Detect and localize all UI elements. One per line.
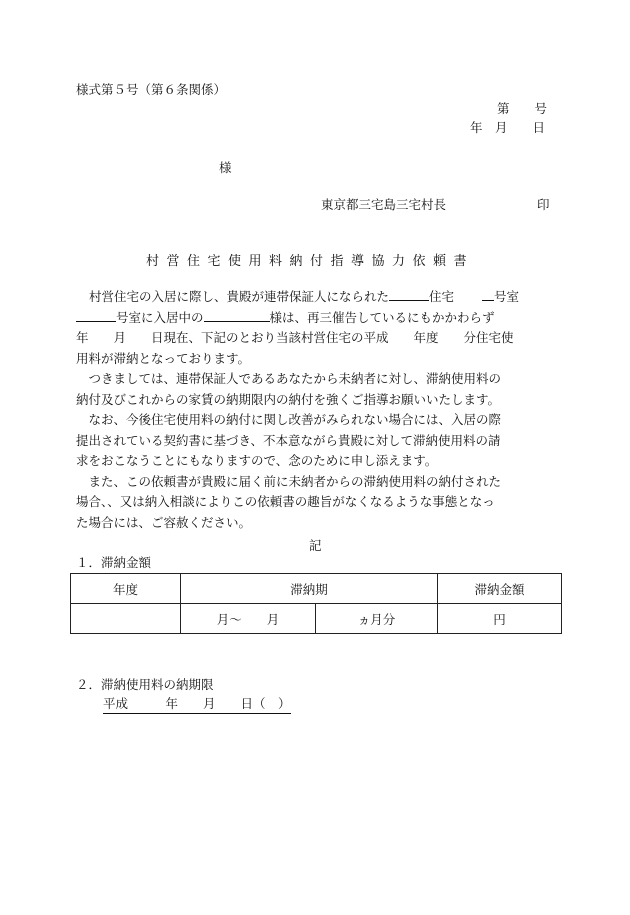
body-paragraph-1 bbox=[76, 287, 554, 533]
cell-period-range: 月～ 月 bbox=[181, 604, 316, 634]
blank-field bbox=[482, 288, 494, 301]
header-arrears-period: 滞納期 bbox=[181, 574, 438, 604]
body-line: た場合には、ご容赦ください。 bbox=[76, 514, 252, 530]
body-line bbox=[76, 308, 554, 329]
notes-heading: 記 bbox=[309, 538, 322, 553]
blank-field bbox=[389, 288, 429, 301]
document-number: 第 号 bbox=[497, 101, 548, 116]
body-line: また、この依頼書が貴殿に届く前に未納者からの滞納使用料の納付された bbox=[76, 473, 502, 489]
body-text: 号室 bbox=[494, 289, 520, 304]
document-title: 村営住宅使用料納付指導協力依頼書 bbox=[146, 254, 475, 269]
issue-date: 年 月 日 bbox=[470, 120, 546, 135]
body-line: 用料が滞納となっております。 bbox=[76, 350, 251, 366]
body-line bbox=[76, 287, 554, 308]
cell-months: ヵ月分 bbox=[316, 604, 438, 634]
body-line: 場合、、又は納入相談によりこの依頼書の趣旨がなくなるような事態となっ bbox=[76, 494, 495, 509]
sender-name: 東京都三宅島三宅村長 bbox=[321, 197, 447, 212]
blank-field bbox=[204, 309, 270, 322]
body-line: つきましては、連帯保証人であるあなたから未納者に対し、滞納使用料の bbox=[76, 371, 502, 386]
header-fiscal-year: 年度 bbox=[71, 574, 181, 604]
body-text: 号室に入居中の bbox=[116, 309, 204, 325]
body-line: 提出されている契約書に基づき、不本意ながら貴殿に対して滞納使用料の請 bbox=[76, 432, 501, 448]
form-number: 様式第５号（第６条関係） bbox=[76, 82, 227, 97]
arrears-table bbox=[70, 573, 562, 634]
table-row bbox=[71, 604, 562, 634]
section-1-label: １．滞納金額 bbox=[76, 555, 152, 570]
cell-fiscal-year bbox=[71, 604, 181, 634]
cell-amount: 円 bbox=[438, 604, 562, 634]
section-2-label: ２．滞納使用料の納期限 bbox=[76, 677, 214, 692]
payment-deadline: 平成 年 月 日（ ） bbox=[103, 698, 291, 714]
header-arrears-amount: 滞納金額 bbox=[438, 574, 562, 604]
table-header-row bbox=[71, 574, 562, 604]
body-text: 住宅 bbox=[429, 289, 455, 304]
body-line: 年 月 日現在、下記のとおり当該村営住宅の平成 年度 分住宅使 bbox=[76, 330, 514, 345]
body-line: 求をおこなうことにもなりますので、念のために申し添えます。 bbox=[76, 453, 438, 468]
body-text: 様は、再三催告しているにもかかわらず bbox=[269, 309, 495, 325]
blank-field bbox=[76, 309, 116, 322]
addressee-suffix: 様 bbox=[219, 160, 232, 175]
seal-mark: 印 bbox=[537, 197, 550, 212]
body-line: 納付及びこれからの家賃の納期限内の納付を強くご指導お願いいたします。 bbox=[76, 391, 501, 407]
body-line: なお、今後住宅使用料の納付に関し改善がみられない場合には、入居の際 bbox=[76, 412, 502, 427]
body-text: 村営住宅の入居に際し、貴殿が連帯保証人になられた bbox=[89, 289, 390, 304]
